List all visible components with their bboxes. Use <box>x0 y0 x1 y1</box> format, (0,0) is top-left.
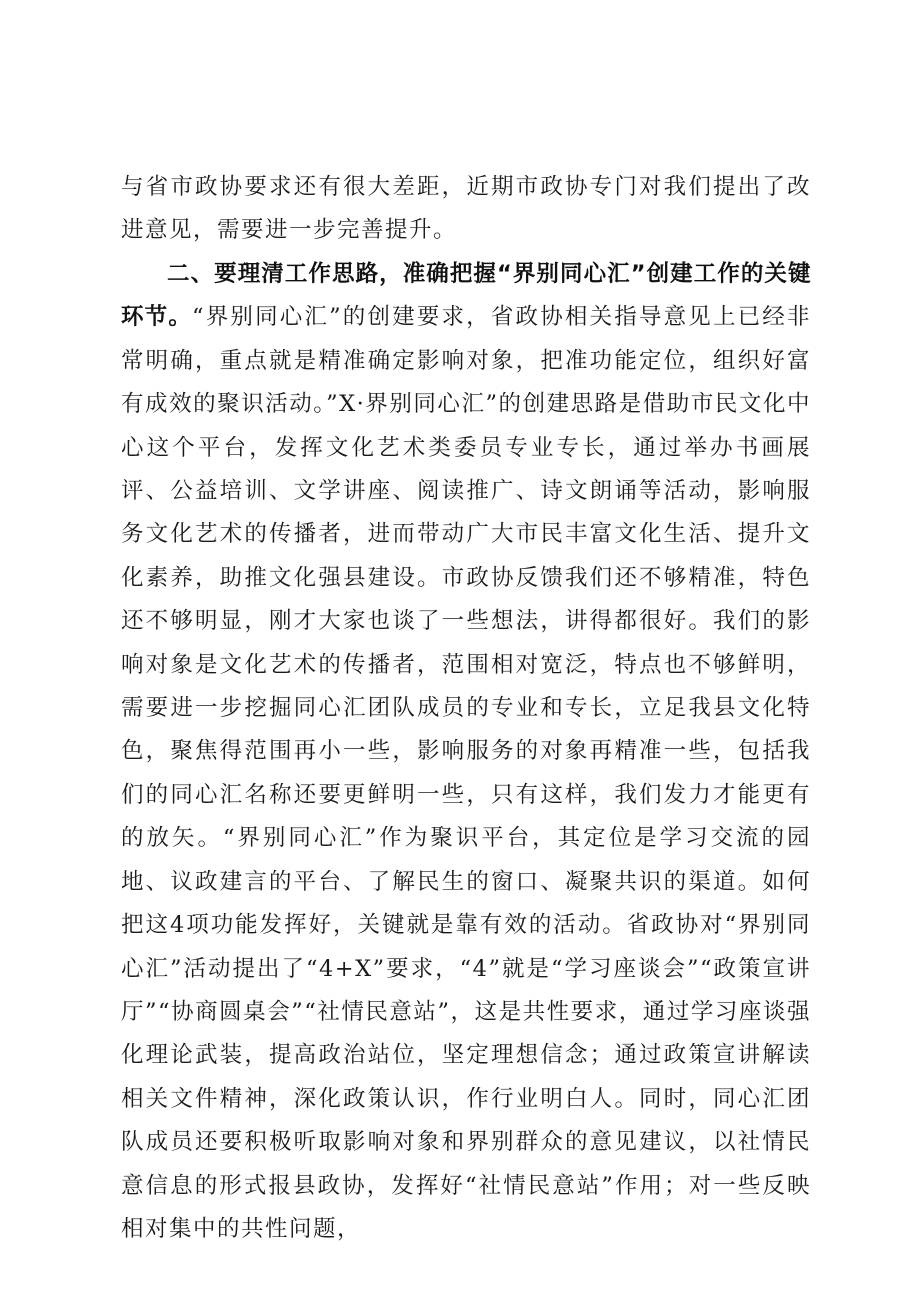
paragraph-1-text: 与省市政协要求还有很大差距，近期市政协专门对我们提出了改进意见，需要进一步完善提升。 <box>121 174 811 244</box>
paragraph-continuation <box>121 166 811 253</box>
section-heading: 二、要理清工作思路，准确把握“界别同心汇”创建工作的关键环节。 <box>121 261 811 331</box>
paragraph-section-two <box>121 253 811 1251</box>
paragraph-2 <box>121 253 811 1251</box>
section-body-text: “界别同心汇”的创建要求，省政协相关指导意见上已经非常明确，重点就是精准确定影响对象，把准功能定位，组织好富有成效的聚识活动。”X·界别同心汇”的创建思路是借助市民文化中心这个平台，发挥文化艺术类委员专业专长，通过举办书画展评、公益培训、文学讲座、阅读推广、诗文朗诵等活动，影响服务文化艺术的传播者，进而带动广大市民丰富文化生活、提升文化素养，助推文化强县建设。市政协反馈我们还不够精准，特色还不够明显，刚才大家也谈了一些想法，讲得都很好。我们的影响对象是文化艺术的传播者，范围相对宽泛，特点也不够鲜明，需要进一步挖掘同心汇团队成员的专业和专长，立足我县文化特色，聚焦得范围再小一些，影响服务的对象再精准一些，包括我们的同心汇名称还要更鲜明一些，只有这样，我们发力才能更有的放矢。“界别同心汇”作为聚识平台，其定位是学习交流的园地、议政建言的平台、了解民生的窗口、凝聚共识的渠道。如何把这4项功能发挥好，关键就是靠有效的活动。省政协对“界别同心汇”活动提出了“4+X”要求，“4”就是“学习座谈会”“政策宣讲厅”“协商圆桌会”“社情民意站”，这是共性要求，通过学习座谈强化理论武装，提高政治站位，坚定理想信念；通过政策宣讲解读相关文件精神，深化政策认识，作行业明白人。同时，同心汇团队成员还要积极听取影响对象和界别群众的意见建议，以社情民意信息的形式报县政协，发挥好“社情民意站”作用；对一些反映相对集中的共性问题， <box>121 304 811 1242</box>
